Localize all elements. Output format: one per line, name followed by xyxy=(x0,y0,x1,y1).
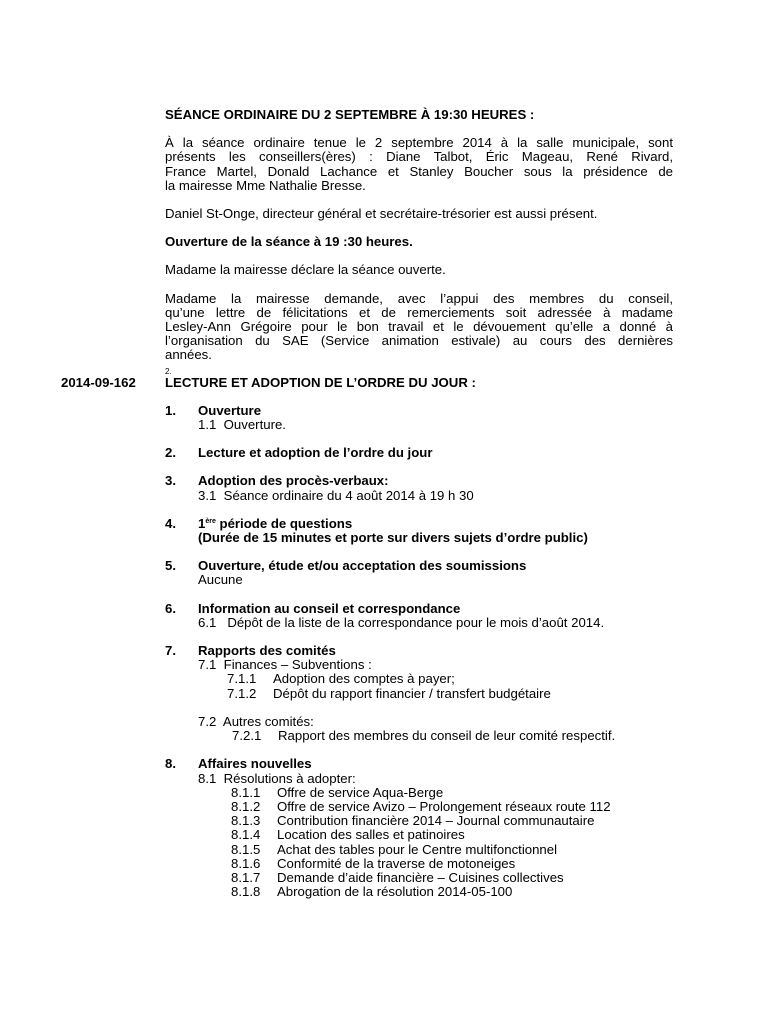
resolution-text: Conformité de la traverse de motoneiges xyxy=(277,855,516,871)
resolution-list-item xyxy=(198,786,673,800)
agenda-subitem: 6.1 Dépôt de la liste de la correspondance pour le mois d’août 2014. xyxy=(198,614,605,630)
agenda-item-title: Lecture et adoption de l’ordre du jour xyxy=(198,445,433,461)
agenda-subitem: 3.1 Séance ordinaire du 4 août 2014 à 19 h 30 xyxy=(198,487,474,503)
director-paragraph: Daniel St-Onge, directeur général et secrétaire-trésorier est aussi présent. xyxy=(165,206,598,222)
agenda-item-text: Aucune xyxy=(198,572,243,588)
resolution-text: Contribution financière 2014 – Journal communautaire xyxy=(277,813,595,829)
title-superscript: ère xyxy=(205,517,216,525)
resolution-code: 8.1.6 xyxy=(231,855,261,871)
agenda-item-subtitle: (Durée de 15 minutes et porte sur divers sujets d’ordre public) xyxy=(198,530,588,546)
subsubitem-text: Adoption des comptes à payer; xyxy=(273,671,455,687)
resolution-code: 8.1.4 xyxy=(231,827,261,843)
agenda-item-title: Adoption des procès-verbaux: xyxy=(198,473,389,489)
opening-title: Ouverture de la séance à 19 :30 heures. xyxy=(165,234,413,250)
resolution-list-item xyxy=(198,843,673,857)
resolution-text: Offre de service Avizo – Prolongement réseaux route 112 xyxy=(277,798,611,814)
agenda-subsubitem xyxy=(198,672,673,686)
resolution-list-item xyxy=(198,828,673,842)
agenda-item xyxy=(165,644,673,743)
agenda-item xyxy=(165,757,673,899)
title-post: période de questions xyxy=(215,515,353,531)
thanks-line: Lesley-Ann Grégoire pour le bon travail et le dévouement qu’elle a donné à xyxy=(165,319,673,335)
agenda-item-title: Ouverture xyxy=(198,402,262,418)
opening-text: Madame la mairesse déclare la séance ouverte. xyxy=(165,262,446,278)
agenda-item-number: 1. xyxy=(165,402,176,418)
agenda-item-number: 4. xyxy=(165,515,176,531)
resolution-text: Offre de service Aqua-Berge xyxy=(277,784,444,800)
thanks-line: Madame la mairesse demande, avec l’appui des membres du conseil, xyxy=(165,290,673,306)
agenda-subitem: 7.1 Finances – Subventions : xyxy=(198,657,372,673)
thanks-line: années. xyxy=(165,347,212,363)
agenda-title: LECTURE ET ADOPTION DE L’ORDRE DU JOUR : xyxy=(165,374,476,390)
agenda-subitem: 1.1 Ouverture. xyxy=(198,417,286,433)
agenda-item xyxy=(165,404,673,432)
attendance-line: À la séance ordinaire tenue le 2 septembre 2014 à la salle municipale, sont xyxy=(165,135,673,151)
resolution-code: 8.1.8 xyxy=(231,884,261,900)
agenda-heading-row xyxy=(61,374,673,390)
resolution-text: Achat des tables pour le Centre multifonctionnel xyxy=(277,841,558,857)
agenda-item-title: Information au conseil et correspondance xyxy=(198,600,461,616)
resolution-list xyxy=(198,786,673,900)
agenda-item-number: 6. xyxy=(165,600,176,616)
section-marker: 2. xyxy=(165,366,172,376)
resolution-code: 8.1.5 xyxy=(231,841,261,857)
agenda-item-number: 8. xyxy=(165,756,176,772)
agenda-subsubitem xyxy=(198,687,673,701)
agenda-item xyxy=(165,446,673,460)
document-body xyxy=(61,107,673,900)
resolution-code: 8.1.7 xyxy=(231,869,261,885)
agenda-item-number: 3. xyxy=(165,473,176,489)
resolution-list-item xyxy=(198,814,673,828)
title-pre: 1 xyxy=(198,515,206,531)
session-heading: SÉANCE ORDINAIRE DU 2 SEPTEMBRE À 19:30 HEURES : xyxy=(165,107,535,122)
subsubitem-code: 7.2.1 xyxy=(232,728,262,744)
agenda-item-number: 5. xyxy=(165,558,176,574)
thanks-paragraph xyxy=(165,292,673,363)
agenda-subitem: 8.1 Résolutions à adopter: xyxy=(198,770,356,786)
subsubitem-code: 7.1.2 xyxy=(227,685,257,701)
agenda-item xyxy=(165,517,673,545)
agenda-item xyxy=(165,602,673,630)
resolution-code: 8.1.1 xyxy=(231,784,261,800)
subsubitem-code: 7.1.1 xyxy=(227,671,257,687)
agenda-subsubitem xyxy=(198,729,673,743)
resolution-number: 2014-09-162 xyxy=(61,374,136,390)
agenda-item xyxy=(165,559,673,587)
thanks-line: qu’une lettre de félicitations et de remerciements soit adressée à madame xyxy=(165,304,673,320)
attendance-line: présents les conseillers(ères) : Diane Talbot, Éric Mageau, René Rivard, xyxy=(165,149,673,165)
agenda-item xyxy=(165,474,673,502)
resolution-list-item xyxy=(198,871,673,885)
agenda-item-title: Ouverture, étude et/ou acceptation des soumissions xyxy=(198,558,527,574)
agenda-item-title xyxy=(198,517,673,531)
resolution-code: 8.1.3 xyxy=(231,813,261,829)
agenda-subitem: 7.2 Autres comités: xyxy=(198,713,314,729)
attendance-paragraph xyxy=(165,136,673,193)
attendance-line: France Martel, Donald Lachance et Stanley Boucher sous la présidence de xyxy=(165,163,673,179)
thanks-line: l’organisation du SAE (Service animation estivale) au cours des dernières xyxy=(165,333,673,349)
resolution-list-item xyxy=(198,800,673,814)
resolution-list-item xyxy=(198,857,673,871)
agenda-item-title: Affaires nouvelles xyxy=(198,756,312,772)
agenda-item-number: 2. xyxy=(165,445,176,461)
agenda-item-number: 7. xyxy=(165,643,176,659)
attendance-line: la mairesse Mme Nathalie Bresse. xyxy=(165,177,366,193)
resolution-text: Demande d’aide financière – Cuisines collectives xyxy=(277,869,564,885)
subsubitem-text: Rapport des membres du conseil de leur comité respectif. xyxy=(278,728,616,744)
resolution-text: Location des salles et patinoires xyxy=(277,827,465,843)
resolution-code: 8.1.2 xyxy=(231,798,261,814)
resolution-text: Abrogation de la résolution 2014-05-100 xyxy=(277,884,513,900)
subsubitem-text: Dépôt du rapport financier / transfert budgétaire xyxy=(273,685,551,701)
resolution-list-item xyxy=(198,885,673,899)
agenda-item-title: Rapports des comités xyxy=(198,643,336,659)
